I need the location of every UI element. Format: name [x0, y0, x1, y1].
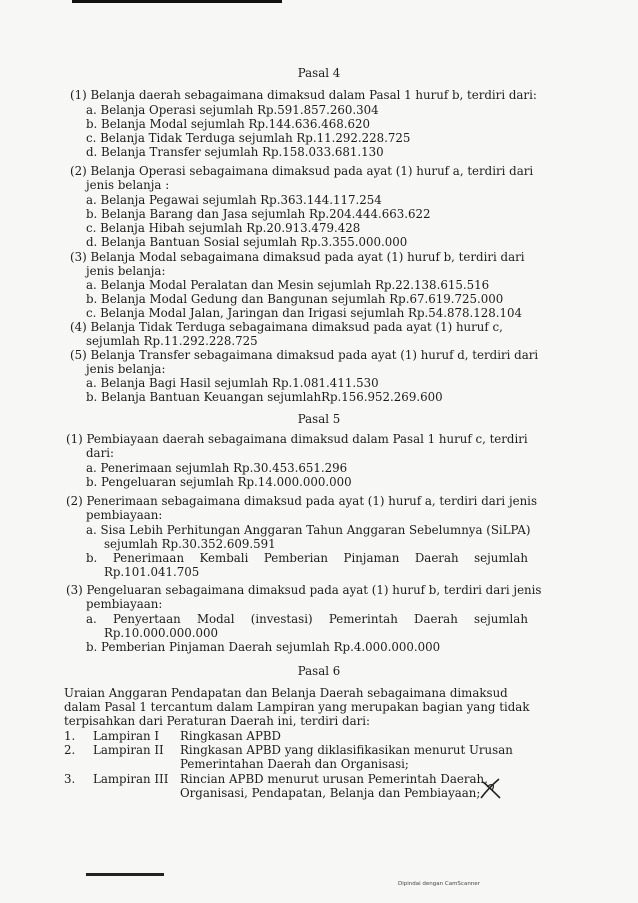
- pasal4-ayat3-c: c. Belanja Modal Jalan, Jaringan dan Irigasi sejumlah Rp.54.878.128.104: [86, 306, 523, 320]
- scanner-watermark: Dipindai dengan CamScanner: [398, 881, 480, 887]
- paraf-signature-mark: [478, 776, 504, 802]
- pasal5-ayat1-b: b. Pengeluaran sejumlah Rp.14.000.000.000: [86, 475, 352, 489]
- word: Penyertaan: [113, 612, 181, 626]
- pasal4-ayat3-a: a. Belanja Modal Peralatan dan Mesin sejumlah Rp.22.138.615.516: [86, 278, 490, 292]
- pasal4-ayat2-line1: (2) Belanja Operasi sebagaimana dimaksud pada ayat (1) huruf a, terdiri dari: [70, 164, 534, 178]
- word: Daerah: [414, 612, 458, 626]
- lampiran-3-label: Lampiran III: [93, 772, 169, 786]
- pasal-5-title: Pasal 5: [297, 412, 341, 426]
- pasal6-intro-line3: terpisahkan dari Peraturan Daerah ini, terdiri dari:: [64, 714, 371, 728]
- pasal4-ayat4-line2: sejumlah Rp.11.292.228.725: [86, 334, 258, 348]
- pasal4-ayat5-a: a. Belanja Bagi Hasil sejumlah Rp.1.081.411.530: [86, 376, 379, 390]
- pasal6-intro-line1: Uraian Anggaran Pendapatan dan Belanja Daerah sebagaimana dimaksud: [64, 686, 508, 700]
- word: Pemerintah: [328, 612, 398, 626]
- pasal6-intro-line2: dalam Pasal 1 tercantum dalam Lampiran yang merupakan bagian yang tidak: [64, 700, 530, 714]
- pasal5-ayat2-b-line2: Rp.101.041.705: [104, 565, 200, 579]
- lampiran-3-number: 3.: [64, 772, 76, 786]
- pasal4-ayat1-c: c. Belanja Tidak Terduga sejumlah Rp.11.292.228.725: [86, 131, 411, 145]
- pasal4-ayat2-b: b. Belanja Barang dan Jasa sejumlah Rp.204.444.663.622: [86, 207, 431, 221]
- word: sejumlah: [474, 551, 528, 565]
- pasal4-ayat1-b: b. Belanja Modal sejumlah Rp.144.636.468.620: [86, 117, 370, 131]
- word: Modal: [196, 612, 235, 626]
- pasal5-ayat2-b-line1: [86, 551, 528, 565]
- pasal4-ayat5-b: b. Belanja Bantuan Keuangan sejumlahRp.156.952.269.600: [86, 390, 443, 404]
- lampiran-1-label: Lampiran I: [93, 729, 160, 743]
- word: sejumlah: [474, 612, 528, 626]
- pasal-6-title: Pasal 6: [297, 664, 341, 678]
- word: Pemberian: [263, 551, 328, 565]
- pasal4-ayat1: (1) Belanja daerah sebagaimana dimaksud dalam Pasal 1 huruf b, terdiri dari:: [70, 88, 537, 102]
- lampiran-2-desc-line2: Pemerintahan Daerah dan Organisasi;: [180, 757, 409, 771]
- pasal4-ayat5-line2: jenis belanja:: [86, 362, 166, 376]
- word: Penerimaan: [112, 551, 185, 565]
- pasal5-ayat1-line2: dari:: [86, 446, 114, 460]
- pasal5-ayat3-line1: (3) Pengeluaran sebagaimana dimaksud pada ayat (1) huruf b, terdiri dari jenis: [66, 583, 542, 597]
- scan-edge-mark-bottom: [86, 873, 164, 876]
- pasal5-ayat2-line1: (2) Penerimaan sebagaimana dimaksud pada ayat (1) huruf a, terdiri dari jenis: [66, 494, 538, 508]
- pasal5-ayat3-a-line1: [86, 612, 528, 626]
- pasal4-ayat2-c: c. Belanja Hibah sejumlah Rp.20.913.479.428: [86, 221, 361, 235]
- word: b.: [86, 551, 98, 565]
- pasal4-ayat1-a: a. Belanja Operasi sejumlah Rp.591.857.260.304: [86, 103, 379, 117]
- pasal4-ayat1-d: d. Belanja Transfer sejumlah Rp.158.033.681.130: [86, 145, 384, 159]
- pasal4-ayat3-line1: (3) Belanja Modal sebagaimana dimaksud pada ayat (1) huruf b, terdiri dari: [70, 250, 525, 264]
- pasal5-ayat1-line1: (1) Pembiayaan daerah sebagaimana dimaksud dalam Pasal 1 huruf c, terdiri: [66, 432, 528, 446]
- lampiran-3-desc-line2: Organisasi, Pendapatan, Belanja dan Pembiayaan;: [180, 786, 481, 800]
- pasal5-ayat2-a-line2: sejumlah Rp.30.352.609.591: [104, 537, 276, 551]
- pasal5-ayat2-line2: pembiayaan:: [86, 508, 163, 522]
- pasal4-ayat3-b: b. Belanja Modal Gedung dan Bangunan sejumlah Rp.67.619.725.000: [86, 292, 504, 306]
- pasal5-ayat1-a: a. Penerimaan sejumlah Rp.30.453.651.296: [86, 461, 348, 475]
- pasal5-ayat3-b: b. Pemberian Pinjaman Daerah sejumlah Rp.4.000.000.000: [86, 640, 441, 654]
- word: Pinjaman: [343, 551, 400, 565]
- word: Kembali: [199, 551, 249, 565]
- pasal4-ayat4-line1: (4) Belanja Tidak Terduga sebagaimana dimaksud pada ayat (1) huruf c,: [70, 320, 503, 334]
- pasal4-ayat2-line2: jenis belanja :: [86, 178, 170, 192]
- pasal-4-title: Pasal 4: [297, 66, 341, 80]
- lampiran-2-desc-line1: Ringkasan APBD yang diklasifikasikan menurut Urusan: [180, 743, 513, 757]
- lampiran-1-desc: Ringkasan APBD: [180, 729, 282, 743]
- lampiran-3-desc-line1: Rincian APBD menurut urusan Pemerintah Daerah,: [180, 772, 488, 786]
- pasal4-ayat5-line1: (5) Belanja Transfer sebagaimana dimaksud pada ayat (1) huruf d, terdiri dari: [70, 348, 539, 362]
- lampiran-2-number: 2.: [64, 743, 76, 757]
- pasal5-ayat3-line2: pembiayaan:: [86, 597, 163, 611]
- pasal4-ayat3-line2: jenis belanja:: [86, 264, 166, 278]
- pasal4-ayat2-a: a. Belanja Pegawai sejumlah Rp.363.144.117.254: [86, 193, 382, 207]
- pasal4-ayat2-d: d. Belanja Bantuan Sosial sejumlah Rp.3.355.000.000: [86, 235, 408, 249]
- word: (investasi): [250, 612, 313, 626]
- lampiran-1-number: 1.: [64, 729, 76, 743]
- word: Daerah: [414, 551, 459, 565]
- word: a.: [86, 612, 97, 626]
- pasal5-ayat3-a-line2: Rp.10.000.000.000: [104, 626, 218, 640]
- lampiran-2-label: Lampiran II: [93, 743, 164, 757]
- pasal5-ayat2-a-line1: a. Sisa Lebih Perhitungan Anggaran Tahun Anggaran Sebelumnya (SiLPA): [86, 523, 531, 537]
